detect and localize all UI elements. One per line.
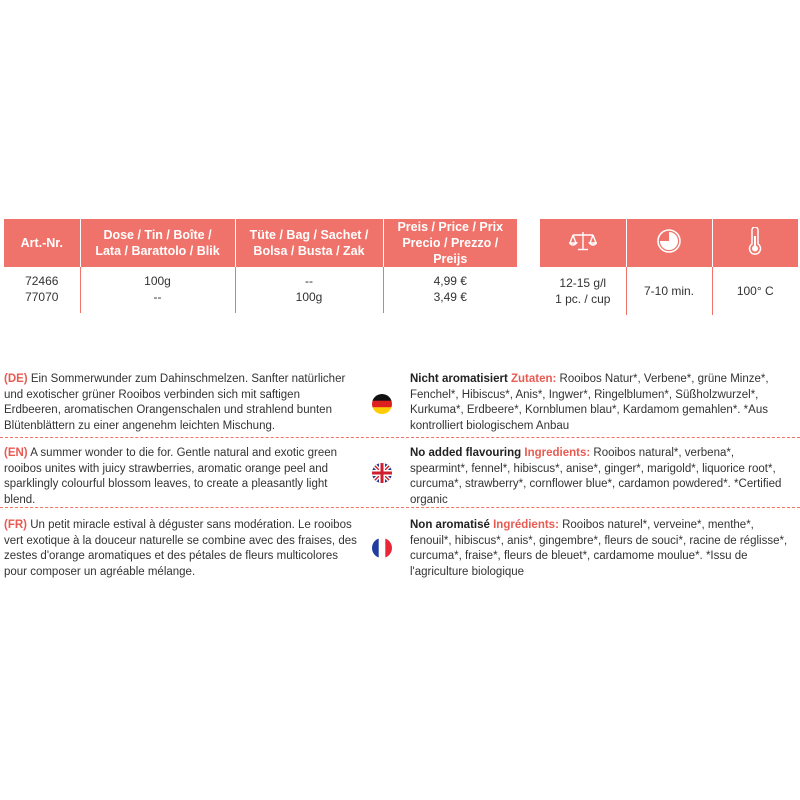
article-number-cell: 72466 77070 (4, 267, 80, 313)
ingredients-de: Nicht aromatisiert Zutaten: Rooibos Natur*, Verbene*, grüne Minze*, Fenchel*, Hibiscus*, Anis*, Ingwer*, Ringelblumen*, Süßholzwurzel*, Kurkuma*, Erdbeere*, Kornblumen blau*, Kardamom gemahlen*. *Aus kontrolliert biologischem Anbau (410, 373, 769, 432)
price-cell: 4,99 € 3,49 € (433, 274, 467, 304)
scale-icon (569, 230, 597, 252)
table-row (4, 267, 517, 313)
header-price: Preis / Price / Prix Precio / Prezzo / Preijs (383, 219, 517, 267)
bag-cell: -- 100g (235, 267, 383, 313)
uk-flag-icon (372, 463, 392, 483)
header-bag: Tüte / Bag / Sachet / Bolsa / Busta / Zak (235, 219, 383, 267)
product-table (4, 219, 517, 313)
ingredients-en: No added flavouring Ingredients: Rooibos natural*, verbena*, spearmint*, fennel*, hibiscus*, anise*, ginger*, marigold*, liquorice root*, curcuma*, strawberry*, cornflower blue*, cardamon powdered*. *Certified organic (410, 447, 782, 506)
header-tin: Dose / Tin / Boîte / Lata / Barattolo / Blik (80, 219, 235, 267)
germany-flag-icon (372, 394, 392, 414)
description-en: (EN) A summer wonder to die for. Gentle natural and exotic green rooibos unites with juicy strawberries, aromatic orange peel and sparklingly colourful blossom leaves, to create a pleasantly light blend. (4, 447, 338, 506)
temperature-cell: 100° C (736, 284, 774, 298)
dosage-cell: 12-15 g/l 1 pc. / cup (540, 267, 626, 315)
description-fr: (FR) Un petit miracle estival à déguster sans modération. Le rooibos vert exotique à la douceur naturelle se combine avec des fraises, des zestes d'orange aromatiques et des pétales de fleurs multicolores pour composer un agréable mélange. (4, 519, 357, 578)
table-row (540, 267, 798, 315)
thermometer-icon (747, 227, 763, 255)
tin-cell: 100g -- (80, 267, 235, 313)
time-cell: 7-10 min. (626, 267, 712, 315)
timer-icon (656, 228, 682, 254)
header-article-number: Art.-Nr. (4, 219, 80, 267)
france-flag-icon (372, 538, 392, 558)
ingredients-fr: Non aromatisé Ingrédients: Rooibos naturel*, verveine*, menthe*, fenouil*, hibiscus*, anis*, gingembre*, fleurs de souci*, racine de réglisse*, curcuma*, fraise*, fleurs de bleuet*, cardamome moulue*. *Issu de l'agriculture biologique (410, 519, 788, 578)
brewing-table (540, 219, 798, 315)
description-de: (DE) Ein Sommerwunder zum Dahinschmelzen. Sanfter natürlicher und exotischer grüner Rooibos verbinden sich mit saftigen Erdbeeren, aromatischen Orangenschalen und strahlend bunten Blütenblättern zu einer angenehm leichten Mischung. (4, 373, 346, 432)
divider (0, 507, 800, 508)
product-table-header (4, 219, 517, 267)
brewing-header (540, 219, 798, 267)
divider (0, 437, 800, 438)
